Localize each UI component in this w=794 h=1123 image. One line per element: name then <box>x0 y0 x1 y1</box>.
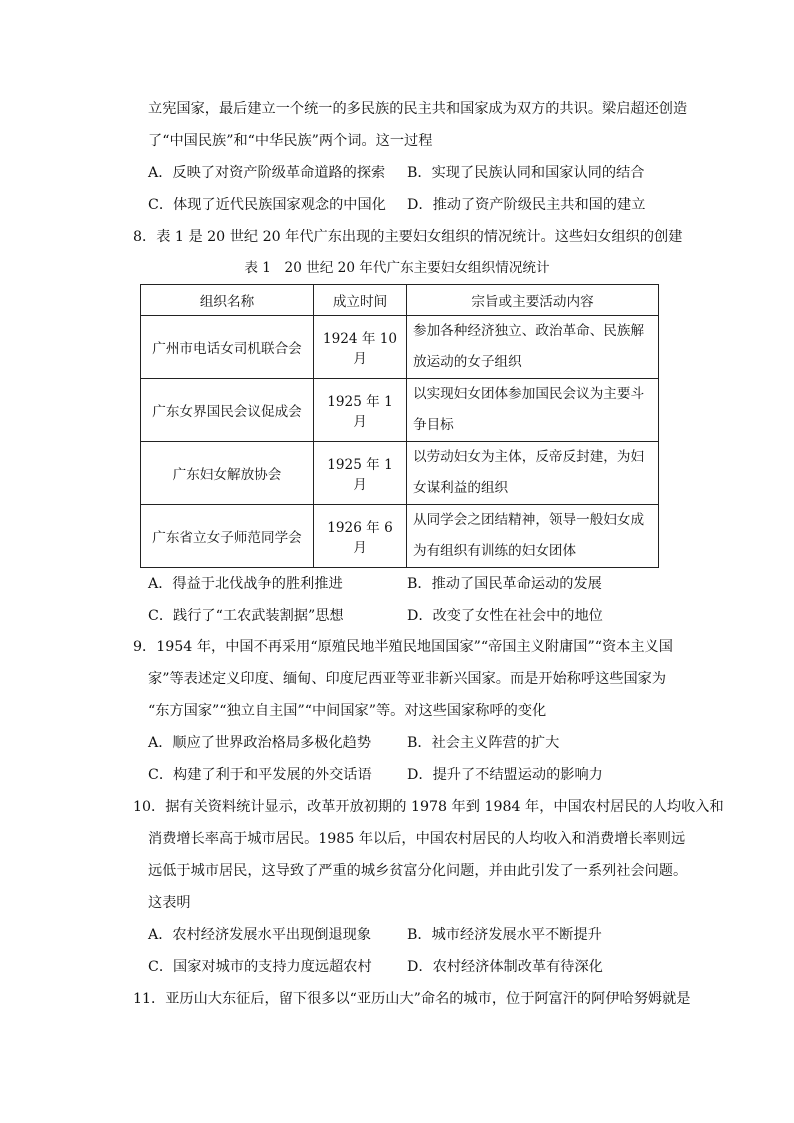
q9-option-c[interactable]: C．构建了利于和平发展的外交话语 <box>148 767 372 783</box>
header-purpose: 宗旨或主要活动内容 <box>407 285 659 316</box>
table-row <box>141 505 659 568</box>
q10-option-c[interactable]: C．国家对城市的支持力度远超农村 <box>148 959 372 975</box>
q8-option-c[interactable]: C．践行了“工农武装割据”思想 <box>148 608 344 624</box>
q11-stem-line1: 11．亚历山大东征后，留下很多以“亚历山大”命名的城市，位于阿富汗的阿伊哈努姆就是 <box>133 991 691 1007</box>
q9-stem-line3: “东方国家”“独立自主国”“中间国家”等。对这些国家称呼的变化 <box>148 703 547 719</box>
org-date: 1926 年 6 月 <box>314 505 407 568</box>
q9-stem-line1: 9．1954 年，中国不再采用“原殖民地半殖民地国国家”“帝国主义附庸国”“资本主义国 <box>133 639 673 655</box>
q8-option-a[interactable]: A．得益于北伐战争的胜利推进 <box>148 576 343 592</box>
q8-stem: 8．表 1 是 20 世纪 20 年代广东出现的主要妇女组织的情况统计。这些妇女组织的创建 <box>133 229 683 245</box>
q10-option-b[interactable]: B．城市经济发展水平不断提升 <box>407 927 602 943</box>
q8-option-b[interactable]: B．推动了国民革命运动的发展 <box>407 576 602 592</box>
table-caption: 表 1 20 世纪 20 年代广东主要妇女组织情况统计 <box>244 260 550 276</box>
q7-option-c[interactable]: C．体现了近代民族国家观念的中国化 <box>148 197 386 213</box>
org-date: 1925 年 1 月 <box>314 442 407 505</box>
q9-stem-line2: 家”等表述定义印度、缅甸、印度尼西亚等亚非新兴国家。而是开始称呼这些国家为 <box>148 671 667 687</box>
q10-option-d[interactable]: D．农村经济体制改革有待深化 <box>407 959 603 975</box>
q7-option-d[interactable]: D．推动了资产阶级民主共和国的建立 <box>407 197 646 213</box>
q9-option-b[interactable]: B．社会主义阵营的扩大 <box>407 735 560 751</box>
q10-stem-line1: 10．据有关资料统计显示，改革开放初期的 1978 年到 1984 年，中国农村居民的人均收入和 <box>133 799 724 815</box>
org-name: 广东妇女解放协会 <box>141 442 314 505</box>
header-org-name: 组织名称 <box>141 285 314 316</box>
q7-option-a[interactable]: A．反映了对资产阶级革命道路的探索 <box>148 165 386 181</box>
women-organizations-table <box>140 284 659 568</box>
org-name: 广州市电话女司机联合会 <box>141 316 314 379</box>
org-name: 广东女界国民会议促成会 <box>141 379 314 442</box>
table-row <box>141 379 659 442</box>
q9-option-d[interactable]: D．提升了不结盟运动的影响力 <box>407 767 603 783</box>
org-name: 广东省立女子师范同学会 <box>141 505 314 568</box>
q8-option-d[interactable]: D．改变了女性在社会中的地位 <box>407 608 603 624</box>
q7-stem-line1: 立宪国家，最后建立一个统一的多民族的民主共和国家成为双方的共识。梁启超还创造 <box>148 101 688 117</box>
org-purpose: 以劳动妇女为主体，反帝反封建，为妇女谋利益的组织 <box>407 442 659 505</box>
q10-option-a[interactable]: A．农村经济发展水平出现倒退现象 <box>148 927 372 943</box>
org-purpose: 参加各种经济独立、政治革命、民族解放运动的女子组织 <box>407 316 659 379</box>
table-row <box>141 442 659 505</box>
q9-option-a[interactable]: A．顺应了世界政治格局多极化趋势 <box>148 735 372 751</box>
org-date: 1924 年 10 月 <box>314 316 407 379</box>
q7-stem-line2: 了“中国民族”和“中华民族”两个词。这一过程 <box>148 133 433 149</box>
q10-stem-line3: 远低于城市居民，这导致了严重的城乡贫富分化问题，并由此引发了一系列社会问题。 <box>148 863 688 879</box>
table-header-row <box>141 285 659 316</box>
header-date: 成立时间 <box>314 285 407 316</box>
q10-stem-line4: 这表明 <box>148 895 191 911</box>
org-date: 1925 年 1 月 <box>314 379 407 442</box>
table-row <box>141 316 659 379</box>
org-purpose: 以实现妇女团体参加国民会议为主要斗争目标 <box>407 379 659 442</box>
q10-stem-line2: 消费增长率高于城市居民。1985 年以后，中国农村居民的人均收入和消费增长率则远 <box>148 831 686 847</box>
q7-option-b[interactable]: B．实现了民族认同和国家认同的结合 <box>407 165 645 181</box>
org-purpose: 从同学会之团结精神，领导一般妇女成为有组织有训练的妇女团体 <box>407 505 659 568</box>
